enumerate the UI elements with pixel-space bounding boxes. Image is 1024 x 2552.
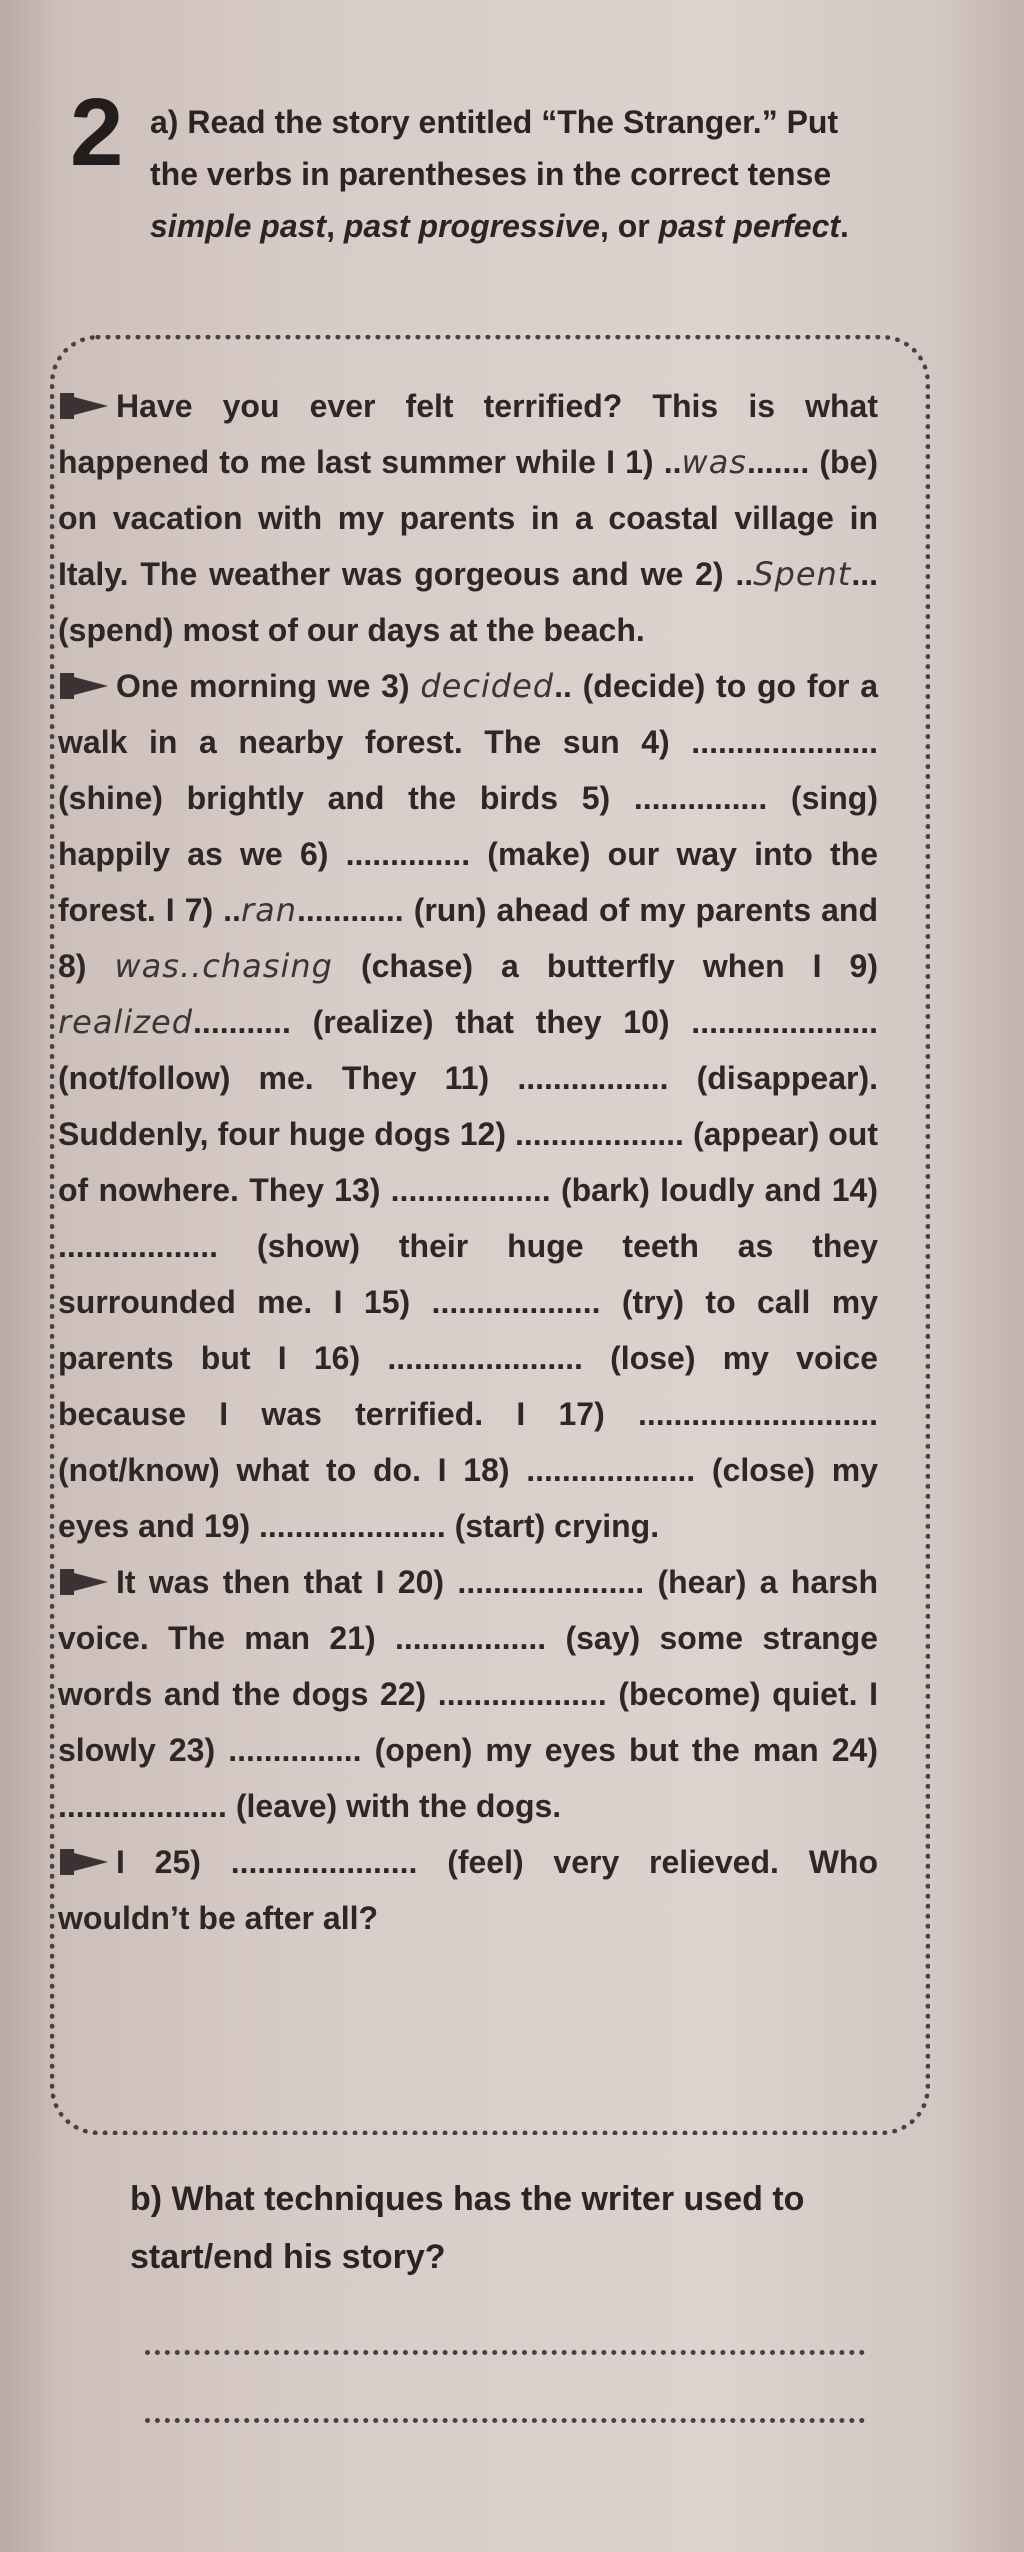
instruction-text: Read the story entitled “The Stranger.” Put the verbs in parentheses in the correct tense bbox=[150, 104, 839, 192]
story-text-segment: (chase) a butterfly when I 9) bbox=[332, 948, 879, 984]
part-b-label: b) bbox=[130, 2180, 163, 2218]
story-paragraph-3 bbox=[58, 1554, 878, 1834]
handwritten-answer-3: decided bbox=[420, 667, 555, 705]
part-a-label: a) bbox=[150, 104, 179, 140]
paragraph-arrow-icon bbox=[58, 671, 110, 701]
story-text-segment: It was then that I 20) ..................... (hear) a harsh voice. The man 21) ................. (say) some strange words and the dogs 22) ................... (become) quiet. I slowly 23) ............... (open) my eyes but the man 24) ................... (leave) with the dogs. bbox=[58, 1564, 878, 1824]
tense-past-perfect: past perfect bbox=[658, 208, 841, 244]
story-text-segment: ............ (run) ahead of my parents and 8) bbox=[58, 892, 879, 984]
handwritten-answer-8: was..chasing bbox=[114, 947, 333, 985]
story-text-segment: One morning we 3) bbox=[116, 668, 421, 704]
paragraph-arrow-icon bbox=[58, 1567, 110, 1597]
story-text-segment: I 25) ..................... (feel) very relieved. Who wouldn’t be after all? bbox=[58, 1844, 878, 1936]
story-text-segment: .. (decide) to go for a walk in a nearby forest. The sun 4) ..................... (shine) brightly and the birds 5) ............... (sing) happily as we 6) .............. (make) our way into the forest. I 7) .. bbox=[58, 668, 879, 928]
story-text-segment: ....... (be) on vacation with my parents in a coastal village in Italy. The weather was gorgeous and we 2) .. bbox=[58, 444, 879, 592]
question-part-b bbox=[130, 2170, 890, 2286]
story-paragraph-1 bbox=[58, 378, 878, 658]
instruction-or: or bbox=[617, 208, 650, 244]
part-b-question: What techniques has the writer used to start/end his story? bbox=[130, 2180, 805, 2276]
story-text bbox=[58, 378, 878, 1946]
story-text-segment: ... (spend) most of our days at the beach. bbox=[58, 556, 878, 648]
story-paragraph-4 bbox=[58, 1834, 878, 1946]
paragraph-arrow-icon bbox=[58, 1847, 110, 1877]
answer-line-1[interactable] bbox=[145, 2350, 865, 2355]
tense-past-progressive: past progressive bbox=[343, 208, 600, 244]
story-paragraph-2 bbox=[58, 658, 878, 1554]
story-text-segment: Have you ever felt terrified? This is what happened to me last summer while I 1) .. bbox=[58, 388, 878, 480]
tense-simple-past: simple past bbox=[150, 208, 327, 244]
handwritten-answer-2: Spent bbox=[753, 555, 852, 593]
handwritten-answer-9: realized bbox=[58, 1003, 194, 1041]
story-text-segment: ........... (realize) that they 10) ..................... (not/follow) me. They 11) ................. (disappear). Suddenly, four huge dogs 12) ................... (appear) out of nowhere. They 13) .................. (bark) loudly and 14) .................. (show) their huge teeth as they surrounded me. I 15) ................... (try) to call my parents but I 16) ...................... (lose) my voice because I was terrified. I 17) ........................... (not/know) what to do. I 18) ................... (close) my eyes and 19) ..................... (start) crying. bbox=[58, 1004, 878, 1544]
handwritten-answer-1: was bbox=[681, 443, 747, 481]
paragraph-arrow-icon bbox=[58, 391, 110, 421]
exercise-number: 2 bbox=[70, 79, 124, 186]
instruction-part-a: a) Read the story entitled “The Stranger.” Put the verbs in parentheses in the correct tense simple past, past progressive, or past perfect. bbox=[150, 104, 849, 244]
handwritten-answer-7: ran bbox=[240, 891, 297, 929]
answer-line-2[interactable] bbox=[145, 2418, 865, 2423]
